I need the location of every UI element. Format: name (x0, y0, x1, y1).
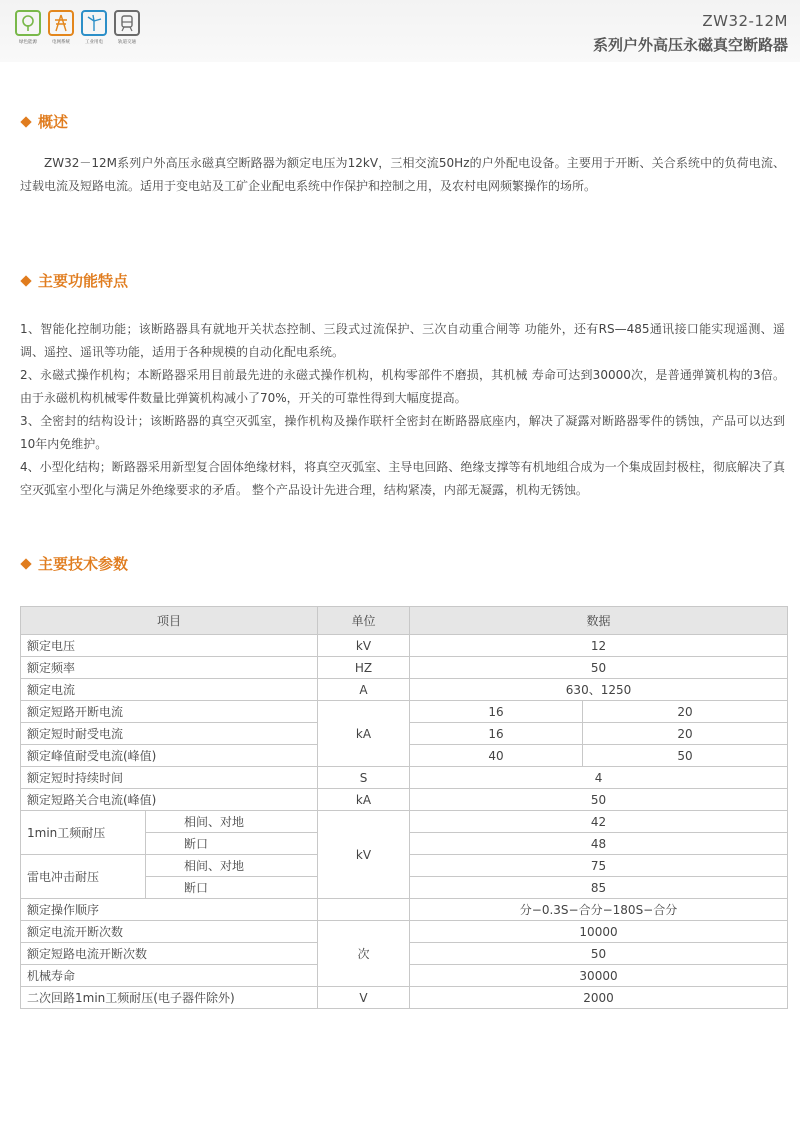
table-row: 额定电压 kV 12 (21, 635, 788, 657)
feature-item: 1、智能化控制功能；该断路器具有就地开关状态控制、三段式过流保护、三次自动重合闸等 功能外，还有RS—485通讯接口能实现遥测、遥调、遥控、遥讯等功能，适用于各种规模的自动化配电系统。 (20, 322, 785, 359)
table-row: 额定电流 A 630、1250 (21, 679, 788, 701)
features-list (20, 318, 785, 502)
logo-rail-transit: 轨道交通 (113, 10, 141, 45)
logo-industrial-power: 工业用电 (80, 10, 108, 45)
table-row: 额定短路关合电流(峰值) kA 50 (21, 789, 788, 811)
feature-item: 4、小型化结构；断路器采用新型复合固体绝缘材料，将真空灭弧室、主导电回路、绝缘支撑等有机地组合成为一个集成固封极柱，彻底解决了真空灭弧室小型化与满足外绝缘要求的矛盾。 整个产品设计先进合理，结构紧凑，内部无凝露，机构无锈蚀。 (20, 460, 785, 497)
table-row: 1min工频耐压 相间、对地 kV 42 (21, 811, 788, 833)
table-row: 额定频率 HZ 50 (21, 657, 788, 679)
feature-item: 3、全密封的结构设计；该断路器的真空灭弧室，操作机构及操作联杆全密封在断路器底座内，解决了凝露对断路器零件的锈蚀，产品可以达到10年内免维护。 (20, 414, 785, 451)
diamond-bullet-icon (20, 558, 31, 569)
spec-table (20, 606, 788, 1009)
feature-item: 2、永磁式操作机构；本断路器采用目前最先进的永磁式操作机构，机构零部件不磨损，其机械 寿命可达到30000次，是普通弹簧机构的3倍。由于永磁机构机械零件数量比弹簧机构减小了70%，开关的可靠性得到大幅度提高。 (20, 368, 785, 405)
header-data: 数据 (410, 607, 788, 635)
table-header-row (21, 607, 788, 635)
table-row: 额定电流开断次数 次 10000 (21, 921, 788, 943)
logo-strip (14, 10, 141, 45)
header-unit: 单位 (318, 607, 410, 635)
tree-recycle-icon (15, 10, 41, 36)
wind-turbine-icon (81, 10, 107, 36)
diamond-bullet-icon (20, 116, 31, 127)
table-row: 断口 85 (21, 877, 788, 899)
table-row: 机械寿命 30000 (21, 965, 788, 987)
header-item: 项目 (21, 607, 318, 635)
train-icon (114, 10, 140, 36)
logo-green-energy: 绿色能源 (14, 10, 42, 45)
diamond-bullet-icon (20, 275, 31, 286)
table-row: 额定短路电流开断次数 50 (21, 943, 788, 965)
table-row: 额定短时耐受电流 16 20 (21, 723, 788, 745)
features-heading: 主要功能特点 (22, 270, 128, 291)
table-row: 额定短路开断电流 kA 16 20 (21, 701, 788, 723)
overview-heading: 概述 (22, 111, 68, 132)
table-row: 额定操作顺序 分−0.3S−合分−180S−合分 (21, 899, 788, 921)
table-row: 雷电冲击耐压 相间、对地 75 (21, 855, 788, 877)
model-number: ZW32-12M (702, 12, 788, 30)
params-heading: 主要技术参数 (22, 553, 128, 574)
product-name: 系列户外高压永磁真空断路器 (592, 36, 788, 54)
overview-text: ZW32－12M系列户外高压永磁真空断路器为额定电压为12kV，三相交流50Hz的户外配电设备。主要用于开断、关合系统中的负荷电流、过载电流及短路电流。适用于变电站及工矿企业配电系统中作保护和控制之用，及农村电网频繁操作的场所。 (20, 156, 785, 193)
table-row: 二次回路1min工频耐压(电子器件除外) V 2000 (21, 987, 788, 1009)
power-tower-icon (48, 10, 74, 36)
page-header (0, 0, 800, 62)
logo-grid-system: 电网系统 (47, 10, 75, 45)
table-row: 额定峰值耐受电流(峰值) 40 50 (21, 745, 788, 767)
table-row: 额定短时持续时间 S 4 (21, 767, 788, 789)
table-row: 断口 48 (21, 833, 788, 855)
